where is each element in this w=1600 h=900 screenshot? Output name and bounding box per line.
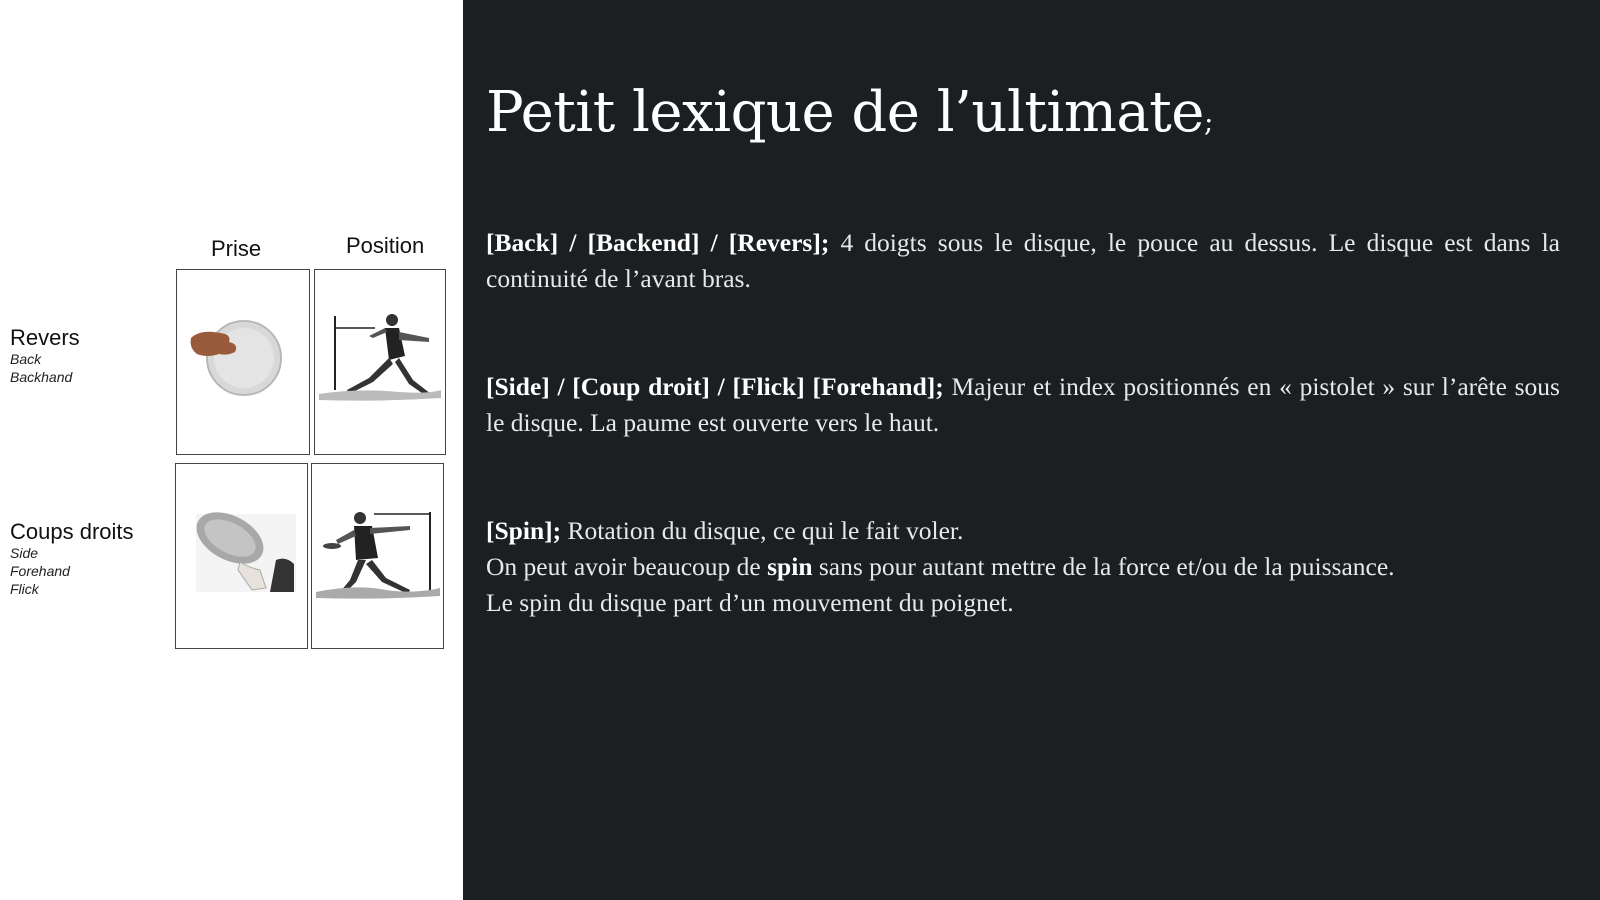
section-text: Rotation du disque, ce qui le fait voler. <box>561 516 964 545</box>
section-line: Le spin du disque part d’un mouvement du poignet. <box>486 588 1014 617</box>
section-term: [Spin]; <box>486 516 562 545</box>
row-title: Revers <box>10 325 80 350</box>
backhand-grip-image <box>176 269 310 455</box>
row-label-revers <box>10 326 80 386</box>
section-line <box>486 513 1560 549</box>
section-side <box>486 369 1560 441</box>
figure-panel <box>0 0 463 900</box>
row-alias: Back <box>10 351 42 367</box>
row-label-coups-droits <box>10 520 134 598</box>
row-title: Coups droits <box>10 519 134 544</box>
section-spin <box>486 513 1560 621</box>
section-text: 4 doigts sous le disque, le pouce au dessus. Le disque est dans la continuité de l’avant bras. <box>486 228 1561 293</box>
forehand-grip-image <box>175 463 308 649</box>
section-line <box>486 549 1560 585</box>
slide-title-text: Petit lexique de l’ultimate <box>486 80 1204 145</box>
column-header-prise: Prise <box>211 236 262 261</box>
backhand-position-image <box>314 269 446 455</box>
section-text: Majeur et index positionnés en « pistolet » sur l’arête sous le disque. La paume est ouverte vers le haut. <box>486 372 1560 437</box>
row-alias: Flick <box>10 581 39 597</box>
row-alias: Side <box>10 545 39 561</box>
column-header-position: Position <box>346 233 425 258</box>
section-term: [Side] / [Coup droit] / [Flick] [Forehand]; <box>486 372 944 401</box>
row-alias: Backhand <box>10 369 73 385</box>
section-term: [Back] / [Backend] / [Revers]; <box>486 228 830 257</box>
forehand-position-image <box>311 463 444 649</box>
section-text: sans pour autant mettre de la force et/ou de la puissance. <box>812 552 1395 581</box>
slide-title <box>486 80 1213 145</box>
section-term-inline: spin <box>767 552 813 581</box>
slide-title-suffix: ; <box>1203 105 1213 138</box>
row-alias: Forehand <box>10 563 70 579</box>
section-back <box>486 225 1560 297</box>
section-text: On peut avoir beaucoup de <box>486 552 768 581</box>
